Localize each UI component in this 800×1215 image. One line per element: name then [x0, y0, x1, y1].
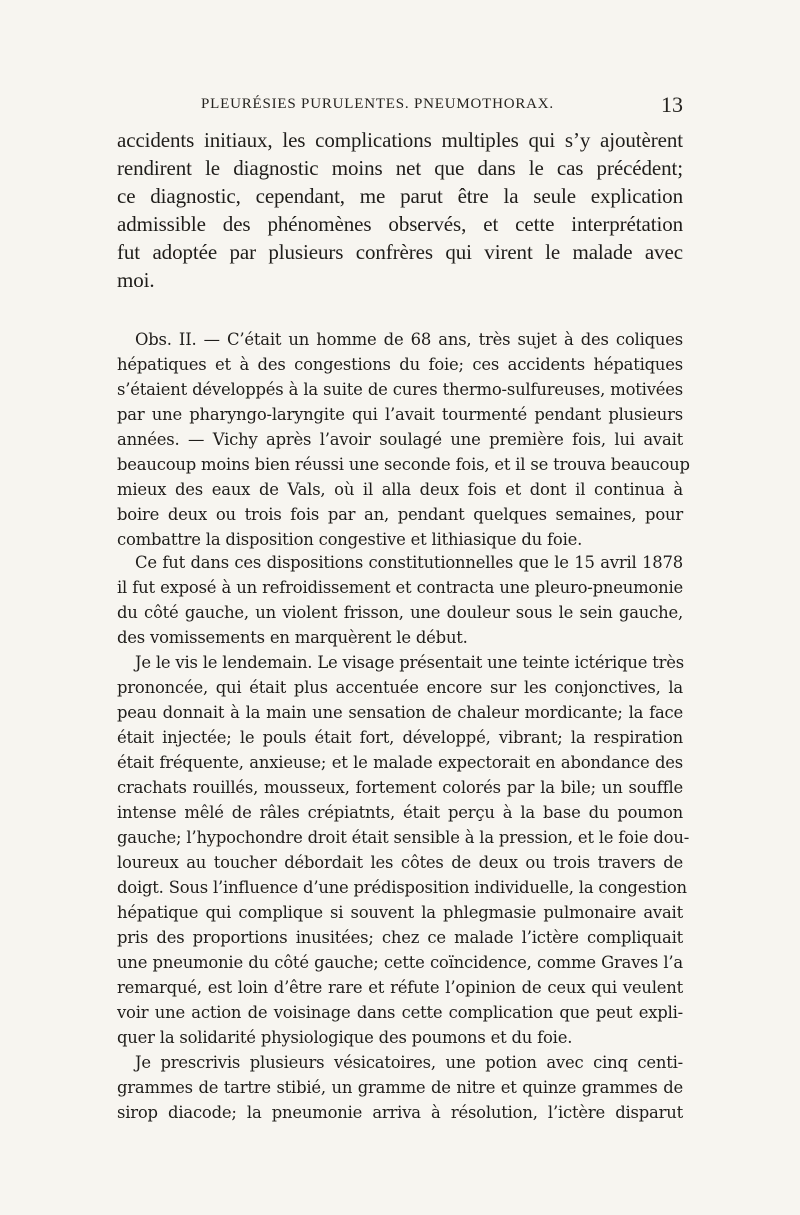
- text-line: accidents initiaux, les complications multiples qui s’y ajoutèrent: [117, 128, 683, 152]
- text-line: rendirent le diagnostic moins net que dans le cas précédent;: [117, 156, 683, 180]
- text-line: s’étaient développés à la suite de cures thermo-sulfureuses, motivées: [117, 380, 683, 399]
- text-line: Ce fut dans ces dispositions constitutionnelles que le 15 avril 1878: [135, 553, 683, 572]
- text-line: loureux au toucher débordait les côtes de deux ou trois travers de: [117, 853, 683, 872]
- text-line: combattre la disposition congestive et lithiasique du foie.: [117, 530, 583, 549]
- text-line: doigt. Sous l’influence d’une prédisposition individuelle, la congestion: [117, 878, 687, 897]
- text-line: gauche; l’hypochondre droit était sensible à la pression, et le foie dou-: [117, 828, 690, 847]
- running-header: [117, 94, 683, 118]
- text-line: intense mêlé de râles crépiatnts, était perçu à la base du poumon: [117, 803, 683, 822]
- text-line: moi.: [117, 268, 155, 292]
- text-line: beaucoup moins bien réussi une seconde fois, et il se trouva beaucoup: [117, 455, 690, 474]
- onset-paragraph: [117, 550, 683, 650]
- text-line: quer la solidarité physiologique des poumons et du foie.: [117, 1028, 573, 1047]
- text-line: était injectée; le pouls était fort, développé, vibrant; la respiration: [117, 728, 683, 747]
- text-line: une pneumonie du côté gauche; cette coïncidence, comme Graves l’a: [117, 953, 683, 972]
- text-line: par une pharyngo-laryngite qui l’avait tourmenté pendant plusieurs: [117, 405, 683, 424]
- text-line: il fut exposé à un refroidissement et contracta une pleuro-pneumonie: [117, 578, 683, 597]
- observation-ii-paragraph: [117, 327, 690, 552]
- text-line: années. — Vichy après l’avoir soulagé une première fois, lui avait: [117, 430, 683, 449]
- running-title: PLEURÉSIES PURULENTES. PNEUMOTHORAX.: [201, 96, 554, 112]
- text-line: du côté gauche, un violent frisson, une douleur sous le sein gauche,: [117, 603, 683, 622]
- text-line: peau donnait à la main une sensation de chaleur mordicante; la face: [117, 703, 683, 722]
- text-line: sirop diacode; la pneumonie arriva à résolution, l’ictère disparut: [117, 1103, 683, 1122]
- text-line: Obs. II. — C’était un homme de 68 ans, très sujet à des coliques: [135, 330, 683, 349]
- text-line: fut adoptée par plusieurs confrères qui virent le malade avec: [117, 240, 683, 264]
- text-line: grammes de tartre stibié, un gramme de nitre et quinze grammes de: [117, 1078, 683, 1097]
- text-line: prononcée, qui était plus accentuée encore sur les conjonctives, la: [117, 678, 683, 697]
- text-line: remarqué, est loin d’être rare et réfute l’opinion de ceux qui veulent: [117, 978, 683, 997]
- text-line: Je prescrivis plusieurs vésicatoires, une potion avec cinq centi-: [135, 1053, 683, 1072]
- text-line: pris des proportions inusitées; chez ce malade l’ictère compliquait: [117, 928, 683, 947]
- text-line: était fréquente, anxieuse; et le malade expectorait en abondance des: [117, 753, 683, 772]
- text-line: crachats rouillés, mousseux, fortement colorés par la bile; un souffle: [117, 778, 683, 797]
- page-number: 13: [661, 92, 683, 117]
- text-line: Je le vis le lendemain. Le visage présentait une teinte ictérique très: [135, 653, 684, 672]
- continuation-paragraph: [117, 126, 683, 294]
- treatment-paragraph: [117, 1050, 683, 1125]
- text-line: admissible des phénomènes observés, et cette interprétation: [117, 212, 683, 236]
- examination-paragraph: [117, 650, 690, 1050]
- text-line: hépatique qui complique si souvent la phlegmasie pulmonaire avait: [117, 903, 683, 922]
- text-line: des vomissements en marquèrent le début.: [117, 628, 468, 647]
- text-line: boire deux ou trois fois par an, pendant quelques semaines, pour: [117, 505, 683, 524]
- text-line: hépatiques et à des congestions du foie; ces accidents hépatiques: [117, 355, 683, 374]
- text-line: mieux des eaux de Vals, où il alla deux fois et dont il continua à: [117, 480, 683, 499]
- text-line: ce diagnostic, cependant, me parut être la seule explication: [117, 184, 683, 208]
- text-line: voir une action de voisinage dans cette complication que peut expli-: [117, 1003, 683, 1022]
